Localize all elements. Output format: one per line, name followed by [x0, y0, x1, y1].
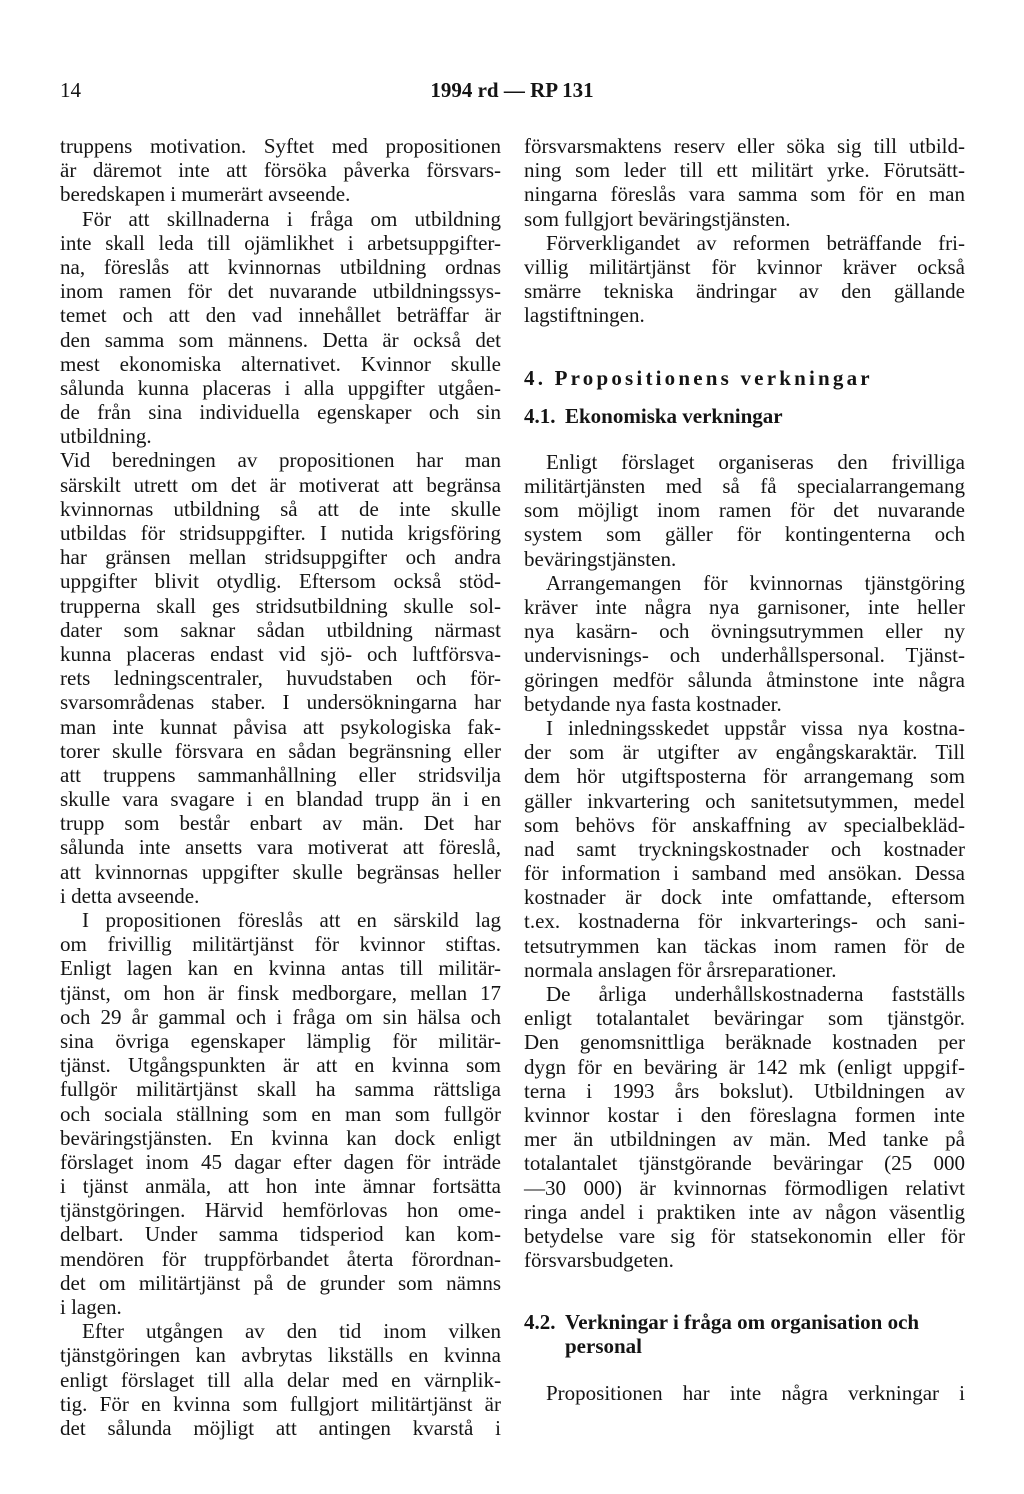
text-line: särskilt utrett om det är motiverat att begränsa	[60, 472, 501, 497]
text-line: är däremot inte att försöka påverka försvars-	[60, 158, 501, 183]
document-reference: 1994 rd — RP 131	[430, 78, 594, 102]
text-line: utbildas för stridsuppgifter. I nutida krigsföring	[60, 521, 501, 545]
text-line: temet och att den vad innehållet beträffar är	[60, 303, 501, 328]
text-line: kräver inte några nya garnisoner, inte heller	[524, 595, 965, 619]
text-line: mendören för truppförbandet återta förordnan-	[60, 1246, 501, 1271]
text-line: mer än utbildningen av män. Med tanke på	[524, 1127, 965, 1152]
text-line: villig militärtjänst för kvinnor kräver också	[524, 254, 965, 279]
subsection-title: Verkningar i fråga om organisation och	[565, 1310, 920, 1335]
text-line: Propositionen har inte några verkningar i	[546, 1380, 965, 1405]
text-line: delbart. Under samma tidsperiod kan kom-	[60, 1222, 501, 1247]
text-line: na, föreslås att kvinnornas utbildning ordnas	[60, 254, 501, 279]
text-line: tjänst. Utgångspunkten är att en kvinna som	[60, 1053, 501, 1078]
text-line: För att skillnaderna i fråga om utbildning	[82, 206, 501, 231]
text-line: kostnader är dock inte omfattande, eftersom	[524, 885, 965, 910]
subsection-title: Ekonomiska verkningar	[565, 403, 783, 428]
text-line: om frivillig militärtjänst för kvinnor stiftas.	[60, 932, 501, 957]
text-line: betydelse vare sig för statsekonomin eller för	[524, 1223, 965, 1248]
text-line: system som gäller för kontingenterna och	[524, 522, 965, 547]
text-line: enligt förslaget till alla delar med en värnplik-	[60, 1367, 501, 1392]
text-line: dater som saknar sådan utbildning närmast	[60, 617, 501, 642]
text-line: ringa andel i praktiken inte av någon väsentlig	[524, 1199, 965, 1224]
text-line: Förverkligandet av reformen beträffande fri-	[546, 230, 965, 255]
text-line: kunna placeras endast vid sjö- och luftförsva-	[60, 641, 501, 666]
text-line: Arrangemangen för kvinnornas tjänstgöring	[546, 570, 965, 595]
subsection-title-continued: personal	[565, 1334, 643, 1359]
text-line: sålunda inte ansetts vara motiverat att föreslå,	[60, 835, 501, 860]
text-line: göringen medför sålunda åtminstone inte några	[524, 667, 965, 692]
text-line: försvarsmaktens reserv eller söka sig till utbild-	[524, 134, 965, 158]
text-line: kvinnor kostar i den föreslagna formen inte	[524, 1102, 965, 1127]
text-line: tetsutrymmen kan täckas inom ramen för de	[524, 933, 965, 958]
subsection-heading	[524, 1310, 965, 1334]
text-line: i lagen.	[60, 1295, 122, 1319]
text-line: som fullgjort beväringstjänsten.	[524, 206, 791, 231]
text-line: sålunda kunna placeras i alla uppgifter utgåen-	[60, 375, 501, 400]
text-line: att truppens sammanhållning eller stridsvilja	[60, 762, 501, 787]
text-line: dem hör utgiftsposterna för arrangemang som	[524, 764, 965, 789]
text-line: utbildning.	[60, 424, 152, 449]
text-line: nya kasärn- och övningsutrymmen eller ny	[524, 619, 965, 644]
text-line: uppgifter blivit otydlig. Eftersom också stöd-	[60, 569, 501, 594]
text-line: trupp som består enbart av män. Det har	[60, 811, 501, 836]
text-line: tjänstgöringen kan avbrytas likställs en kvinna	[60, 1343, 501, 1368]
text-line: beväringstjänsten.	[524, 546, 677, 571]
text-line: rets ledningscentraler, huvudstaben och för-	[60, 666, 501, 691]
text-line: nad samt tryckningskostnader och kostnader	[524, 836, 965, 861]
spacer	[524, 1272, 965, 1310]
text-line: De årliga underhållskostnaderna fastställs	[546, 982, 965, 1006]
text-line: truppens motivation. Syftet med propositionen	[60, 134, 501, 158]
text-line: terna i 1993 års bokslut). Utbildningen av	[524, 1078, 965, 1103]
right-column	[524, 134, 965, 1405]
text-line: inte skall leda till ojämlikhet i arbetsuppgifter-	[60, 230, 501, 255]
text-line: fullgör militärtjänst skall ha samma rättsliga	[60, 1077, 501, 1102]
text-line: beväringstjänsten. En kvinna kan dock enligt	[60, 1125, 501, 1150]
text-line: som möjligt inom ramen för det nuvarande	[524, 498, 965, 523]
spacer	[524, 428, 965, 450]
text-line: der som är utgifter av engångskaraktär. Till	[524, 740, 965, 765]
text-line: som behövs för anskaffning av specialbekläd-	[524, 812, 965, 837]
text-line: i detta avseende.	[60, 883, 200, 908]
text-line: lagstiftningen.	[524, 303, 645, 328]
text-line: svarsområdenas staber. I undersökningarna har	[60, 690, 501, 715]
text-line: ning som leder till ett militärt yrke. Förutsätt-	[524, 158, 965, 183]
text-line: undervisnings- och underhållspersonal. Tjänst-	[524, 643, 965, 668]
text-line: kvinnornas utbildning så att de inte skulle	[60, 496, 501, 521]
text-line: Enligt lagen kan en kvinna antas till militär-	[60, 956, 501, 981]
text-line: torer skulle försvara en sådan begränsning eller	[60, 738, 501, 763]
text-line: mest ekonomiska alternativet. Kvinnor skulle	[60, 351, 501, 376]
text-line: I inledningsskedet uppstår vissa nya kostna-	[546, 715, 965, 740]
spacer	[524, 1359, 965, 1381]
text-line: tjänst, om hon är finsk medborgare, mellan 17	[60, 980, 501, 1005]
text-line: betydande nya fasta kostnader.	[524, 691, 782, 716]
text-line: dygn för en beväring är 142 mk (enligt uppgif-	[524, 1054, 965, 1079]
text-line: man inte kunnat påvisa att psykologiska fak-	[60, 714, 501, 739]
text-line: förslaget inom 45 dagar efter dagen för inträde	[60, 1149, 501, 1174]
text-line: Vid beredningen av propositionen har man	[60, 448, 501, 473]
subsection-number: 4.2.	[524, 1310, 556, 1335]
subsection-number: 4.1.	[524, 403, 556, 428]
text-line: gäller inkvartering och sanitetsutymmen, medel	[524, 788, 965, 813]
subsection-heading	[524, 404, 965, 428]
text-line: Efter utgången av den tid inom vilken	[82, 1319, 501, 1344]
text-line: att kvinnornas uppgifter skulle begränsas heller	[60, 859, 501, 884]
text-line: för information i samband med ansökan. Dessa	[524, 861, 965, 886]
text-line: har gränsen mellan stridsuppgifter och andra	[60, 545, 501, 570]
spacer	[524, 328, 965, 366]
text-line: det sålunda möjligt att antingen kvarstå i	[60, 1415, 501, 1440]
text-line: Enligt förslaget organiseras den frivilliga	[546, 449, 965, 474]
text-line: smärre tekniska ändringar av den gällande	[524, 279, 965, 304]
text-line: sina övriga egenskaper lämplig för militär-	[60, 1028, 501, 1053]
text-line: den samma som männens. Detta är också det	[60, 327, 501, 352]
text-line: I propositionen föreslås att en särskild lag	[82, 908, 501, 932]
text-line: totalantalet tjänstgörande beväringar (25 000	[524, 1151, 965, 1176]
text-line: och sociala ställning som en man som fullgör	[60, 1101, 501, 1126]
text-line: de från sina individuella egenskaper och sin	[60, 400, 501, 425]
text-line: tjänstgöringen. Härvid hemförlovas hon ome-	[60, 1198, 501, 1223]
text-line: inom ramen för det nuvarande utbildningssys-	[60, 279, 501, 304]
text-line: Den genomsnittliga beräknade kostnaden per	[524, 1030, 965, 1055]
text-line: normala anslagen för årsreparationer.	[524, 957, 837, 982]
text-line: försvarsbudgeten.	[524, 1248, 674, 1273]
spacer	[524, 390, 965, 404]
left-column	[60, 134, 501, 1440]
text-line: enligt totalantalet beväringar som tjänstgör.	[524, 1006, 965, 1031]
text-line: i tjänst anmäla, att hon inte ämnar fortsätta	[60, 1174, 501, 1199]
text-line: ningarna föreslås vara samma som för en man	[524, 182, 965, 207]
text-line: trupperna skall ges stridsutbildning skulle sol-	[60, 593, 501, 618]
text-line: och 29 år gammal och i fråga om sin hälsa och	[60, 1004, 501, 1029]
text-line: tig. För en kvinna som fullgjort militärtjänst är	[60, 1391, 501, 1416]
text-line: militärtjänsten med så få specialarrangemang	[524, 474, 965, 499]
page-number: 14	[60, 78, 81, 102]
text-line: det om militärtjänst på de grunder som nämns	[60, 1270, 501, 1295]
section-heading: 4. Propositionens verkningar	[524, 365, 873, 390]
text-line: t.ex. kostnaderna för inkvarterings- och sani-	[524, 909, 965, 934]
text-line: —30 000) är kvinnornas förmodligen relativt	[524, 1175, 965, 1200]
text-line: beredskapen i mumerärt avseende.	[60, 182, 351, 207]
text-line: skulle vara svagare i en blandad trupp än i en	[60, 787, 501, 812]
